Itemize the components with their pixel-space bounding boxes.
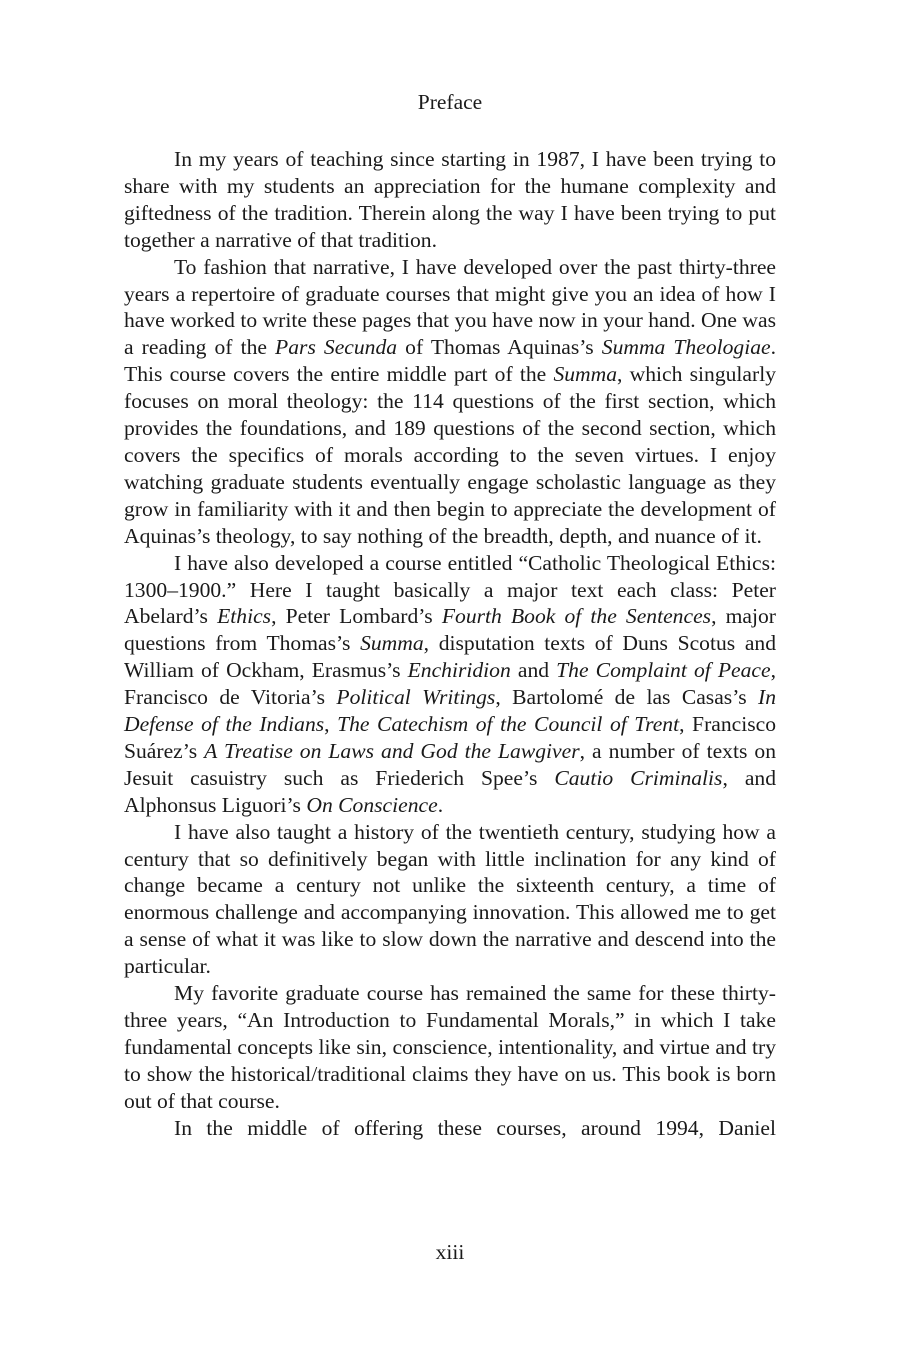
paragraph [124,819,776,980]
text-segment: , Bartolomé de las Casas’s [495,685,758,710]
text-segment: , which singularly focuses on moral theology: the 114 questions of the first section, which provides the foundations, and 189 questions of the second section, which covers the specifics of morals according to the seven virtues. I enjoy watching graduate students eventually engage scholastic language as they grow in familiarity with it and then begin to appreciate the development of Aquinas’s theology, to say nothing of the breadth, depth, and nuance of it. [124,362,777,548]
running-head: Preface [417,90,483,114]
text-segment: , and Alphonsus Liguori’s [124,765,776,817]
italic-title: A Treatise on Laws and God the Lawgiver [204,738,580,763]
text-segment: , [324,712,338,737]
paragraph [124,146,776,254]
text-segment: In the middle of offering these courses, around 1994, Daniel [174,1115,776,1140]
text-segment: , a number of texts on Jesuit casuistry such as Friederich Spee’s [124,738,776,790]
italic-title: Fourth Book of the Sentences [441,604,712,629]
italic-title: Ethics [217,604,272,629]
paragraph [124,550,776,819]
italic-title: Summa Theologiae [601,335,771,360]
italic-title: The Complaint of Peace [556,658,771,683]
text-segment: , disputation texts of Duns Scotus and William of Ockham, Erasmus’s [124,631,776,683]
text-segment: . This course covers the entire middle part of the [124,335,776,387]
text-segment: I have also developed a course entitled “Catholic Theological Ethics: 1300–1900.” Here I taught basically a major text each class: Peter Abelard’s [124,550,776,629]
text-segment: , Peter Lombard’s [271,604,442,629]
italic-title: Pars Secunda [275,335,398,360]
paragraph [124,980,776,1115]
italic-title: In Defense of the Indians [124,685,776,737]
italic-title: Cautio Criminalis [554,765,723,790]
text-segment: , major questions from Thomas’s [124,604,776,656]
italic-title: On Conscience [306,792,438,817]
italic-title: Political Writings [336,685,496,710]
italic-title: Summa [553,362,618,387]
italic-title: Summa [360,631,424,656]
text-segment: , Francisco de Vitoria’s [124,658,776,710]
text-segment: I have also taught a history of the twentieth century, studying how a century that so definitively began with little inclination for any kind of change became a century not unlike the sixteenth century, a time of enormous challenge and accompanying innovation. This allowed me to get a sense of what it was like to slow down the narrative and descend into the particular. [124,819,776,979]
text-segment: My favorite graduate course has remained the same for these thirty-three years, “An Introduction to Fundamental Morals,” in which I take fundamental concepts like sin, conscience, intentionality, and virtue and try to show the historical/traditional claims they have on us. This book is born out of that course. [124,981,776,1113]
body-text [124,146,776,1142]
text-segment: , Francisco Suárez’s [124,712,777,763]
text-segment: To fashion that narrative, I have developed over the past thirty-three years a repertoire of graduate courses that might give you an idea of how I have worked to write these pages that you have now in your hand. One was a reading of the [124,254,776,360]
text-segment: of Thomas Aquinas’s [397,335,602,360]
italic-title: Enchiridion [407,658,511,683]
paragraph-continued [124,1115,776,1142]
paragraph [124,254,776,550]
text-segment: and [510,658,557,683]
page-number: xiii [435,1240,465,1264]
italic-title: The Catechism of the Council of Trent [337,712,680,737]
text-segment: . [437,792,444,817]
text-segment: In my years of teaching since starting in 1987, I have been trying to share with my students an appreciation for the humane complexity and giftedness of the tradition. Therein along the way I have been trying to put together a narrative of that tradition. [124,147,776,252]
